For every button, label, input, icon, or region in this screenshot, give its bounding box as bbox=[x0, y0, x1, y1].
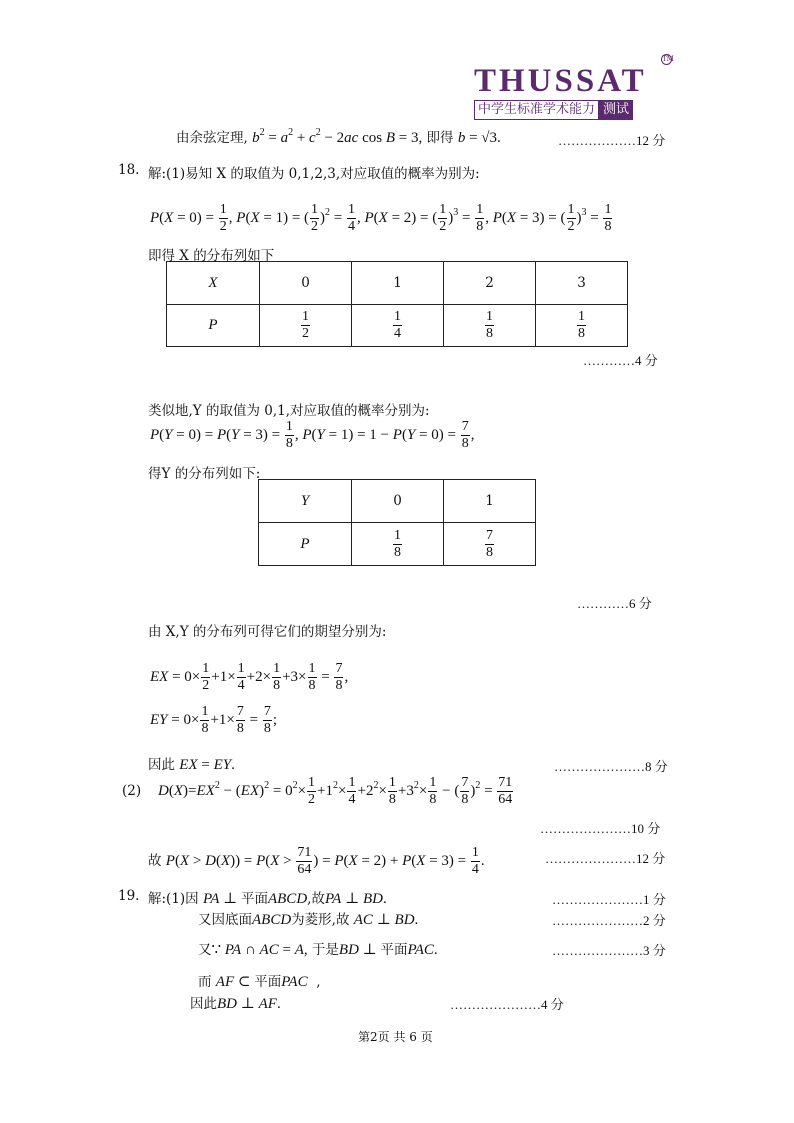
x-value: 1 bbox=[352, 262, 444, 305]
q18-number: 18. bbox=[118, 162, 140, 178]
q19-line1: 解:(1)因 PA ⊥ 平面ABCD,故PA ⊥ BD. bbox=[148, 891, 387, 907]
q18-prob-x: P(X = 0) = $\frac{1}{2}$ , P(X = 1) = ( $\frac{1}{2}$ )$^2$ = $\frac{1}{4}$ , P(X = 2) = ( $\frac{1}{2}$ )$^3$ = $\frac{1}{8}$ , P(X = 3) = ( $\frac{1}{2}$ )$^3$ = $\frac{1}{8}$ bbox=[150, 202, 612, 234]
expect-intro: 由 X,Y 的分布列可得它们的期望分别为: bbox=[148, 624, 387, 640]
y-value: 0 bbox=[352, 480, 444, 523]
trademark-icon: TM bbox=[662, 55, 674, 63]
score-10: …………………10 分 bbox=[540, 821, 661, 836]
cosine-law-line: 由余弦定理, $b^2 = a^2 + c^2 - 2ac$ cos B = 3, 即得 b = √3. bbox=[176, 127, 501, 146]
x-value: 0 bbox=[260, 262, 352, 305]
thussat-logo bbox=[474, 55, 674, 120]
ey-formula: EY = 0× $\frac{1}{8}$ +1× $\frac{7}{8}$ = $\frac{7}{8}$ ; bbox=[150, 704, 277, 736]
y-value: 1 bbox=[444, 480, 536, 523]
q19-line3: 又∵ PA ∩ AC = A, 于是BD ⊥ 平面PAC. bbox=[198, 942, 438, 958]
p-header: P bbox=[259, 523, 352, 566]
q19-line2: 又因底面ABCD为菱形,故 AC ⊥ BD. bbox=[198, 912, 419, 928]
p-header: P bbox=[167, 305, 260, 347]
score-4: …………4 分 bbox=[583, 353, 658, 368]
y-header: Y bbox=[259, 480, 352, 523]
score-12-a: ………………12 分 bbox=[558, 133, 666, 148]
q19-line4: 而 AF ⊂ 平面PAC , bbox=[198, 974, 321, 990]
score-1: …………………1 分 bbox=[552, 892, 666, 907]
x-dist-label: 即得 X 的分布列如下 bbox=[148, 248, 275, 264]
page-footer: 第2页 共 6 页 bbox=[358, 1030, 433, 1044]
score-4-b: …………………4 分 bbox=[450, 997, 564, 1012]
x-value: 3 bbox=[536, 262, 628, 305]
logo-subtitle: 中学生标准学术能力 测试 bbox=[474, 100, 666, 120]
q18-intro: 解:(1)易知 X 的取值为 0,1,2,3,对应取值的概率为别为: bbox=[148, 166, 480, 182]
score-12-b: …………………12 分 bbox=[545, 851, 666, 866]
y-dist-label: 得Y 的分布列如下: bbox=[148, 466, 261, 482]
ex-formula: EX = 0× $\frac{1}{2}$ +1× $\frac{1}{4}$ +2× $\frac{1}{8}$ +3× $\frac{1}{8}$ = $\frac{7}{8}$ , bbox=[150, 661, 349, 693]
x-distribution-table: X 0 1 2 3 P $\frac{1}{2}$ $\frac{1}{4}$ $\frac{1}{8}$ $\frac{1}{8}$ bbox=[166, 261, 628, 347]
q18-prob-y: P(Y = 0) = P(Y = 3) = $\frac{1}{8}$ , P(Y = 1) = 1 − P(Y = 0) = $\frac{7}{8}$ , bbox=[150, 419, 475, 451]
score-2: …………………2 分 bbox=[552, 913, 666, 928]
score-8: …………………8 分 bbox=[554, 759, 668, 774]
q19-line5: 因此BD ⊥ AF. bbox=[190, 996, 281, 1012]
logo-wordmark: THUSSAT bbox=[474, 63, 647, 99]
similar-text: 类似地,Y 的取值为 0,1,对应取值的概率分别为: bbox=[148, 403, 430, 419]
score-3: …………………3 分 bbox=[552, 943, 666, 958]
therefore-line: 因此 EX = EY. bbox=[148, 757, 235, 773]
score-6: …………6 分 bbox=[577, 596, 652, 611]
x-value: 2 bbox=[444, 262, 536, 305]
y-distribution-table: Y 0 1 P $\frac{1}{8}$ $\frac{7}{8}$ bbox=[258, 479, 536, 566]
dx-formula: $D(X)=EX^2 - (EX)^2 = 0^2\times$ $\frac{1}{2}$ $+1^2\times$ $\frac{1}{4}$ $+2^2\times$ $\frac{1}{8}$ $+3^2\times$ $\frac{1}{8}$ − ( $\frac{7}{8}$ )$^2$ = $\frac{71}{64}$ bbox=[158, 775, 513, 807]
gu-line: 故 P(X > D(X)) = P(X > $\frac{71}{64}$ ) = P(X = 2) + P(X = 3) = $\frac{1}{4}$ . bbox=[148, 845, 485, 877]
x-header: X bbox=[167, 262, 260, 305]
q19-number: 19. bbox=[118, 888, 140, 904]
part2-label: (2) bbox=[122, 783, 142, 799]
